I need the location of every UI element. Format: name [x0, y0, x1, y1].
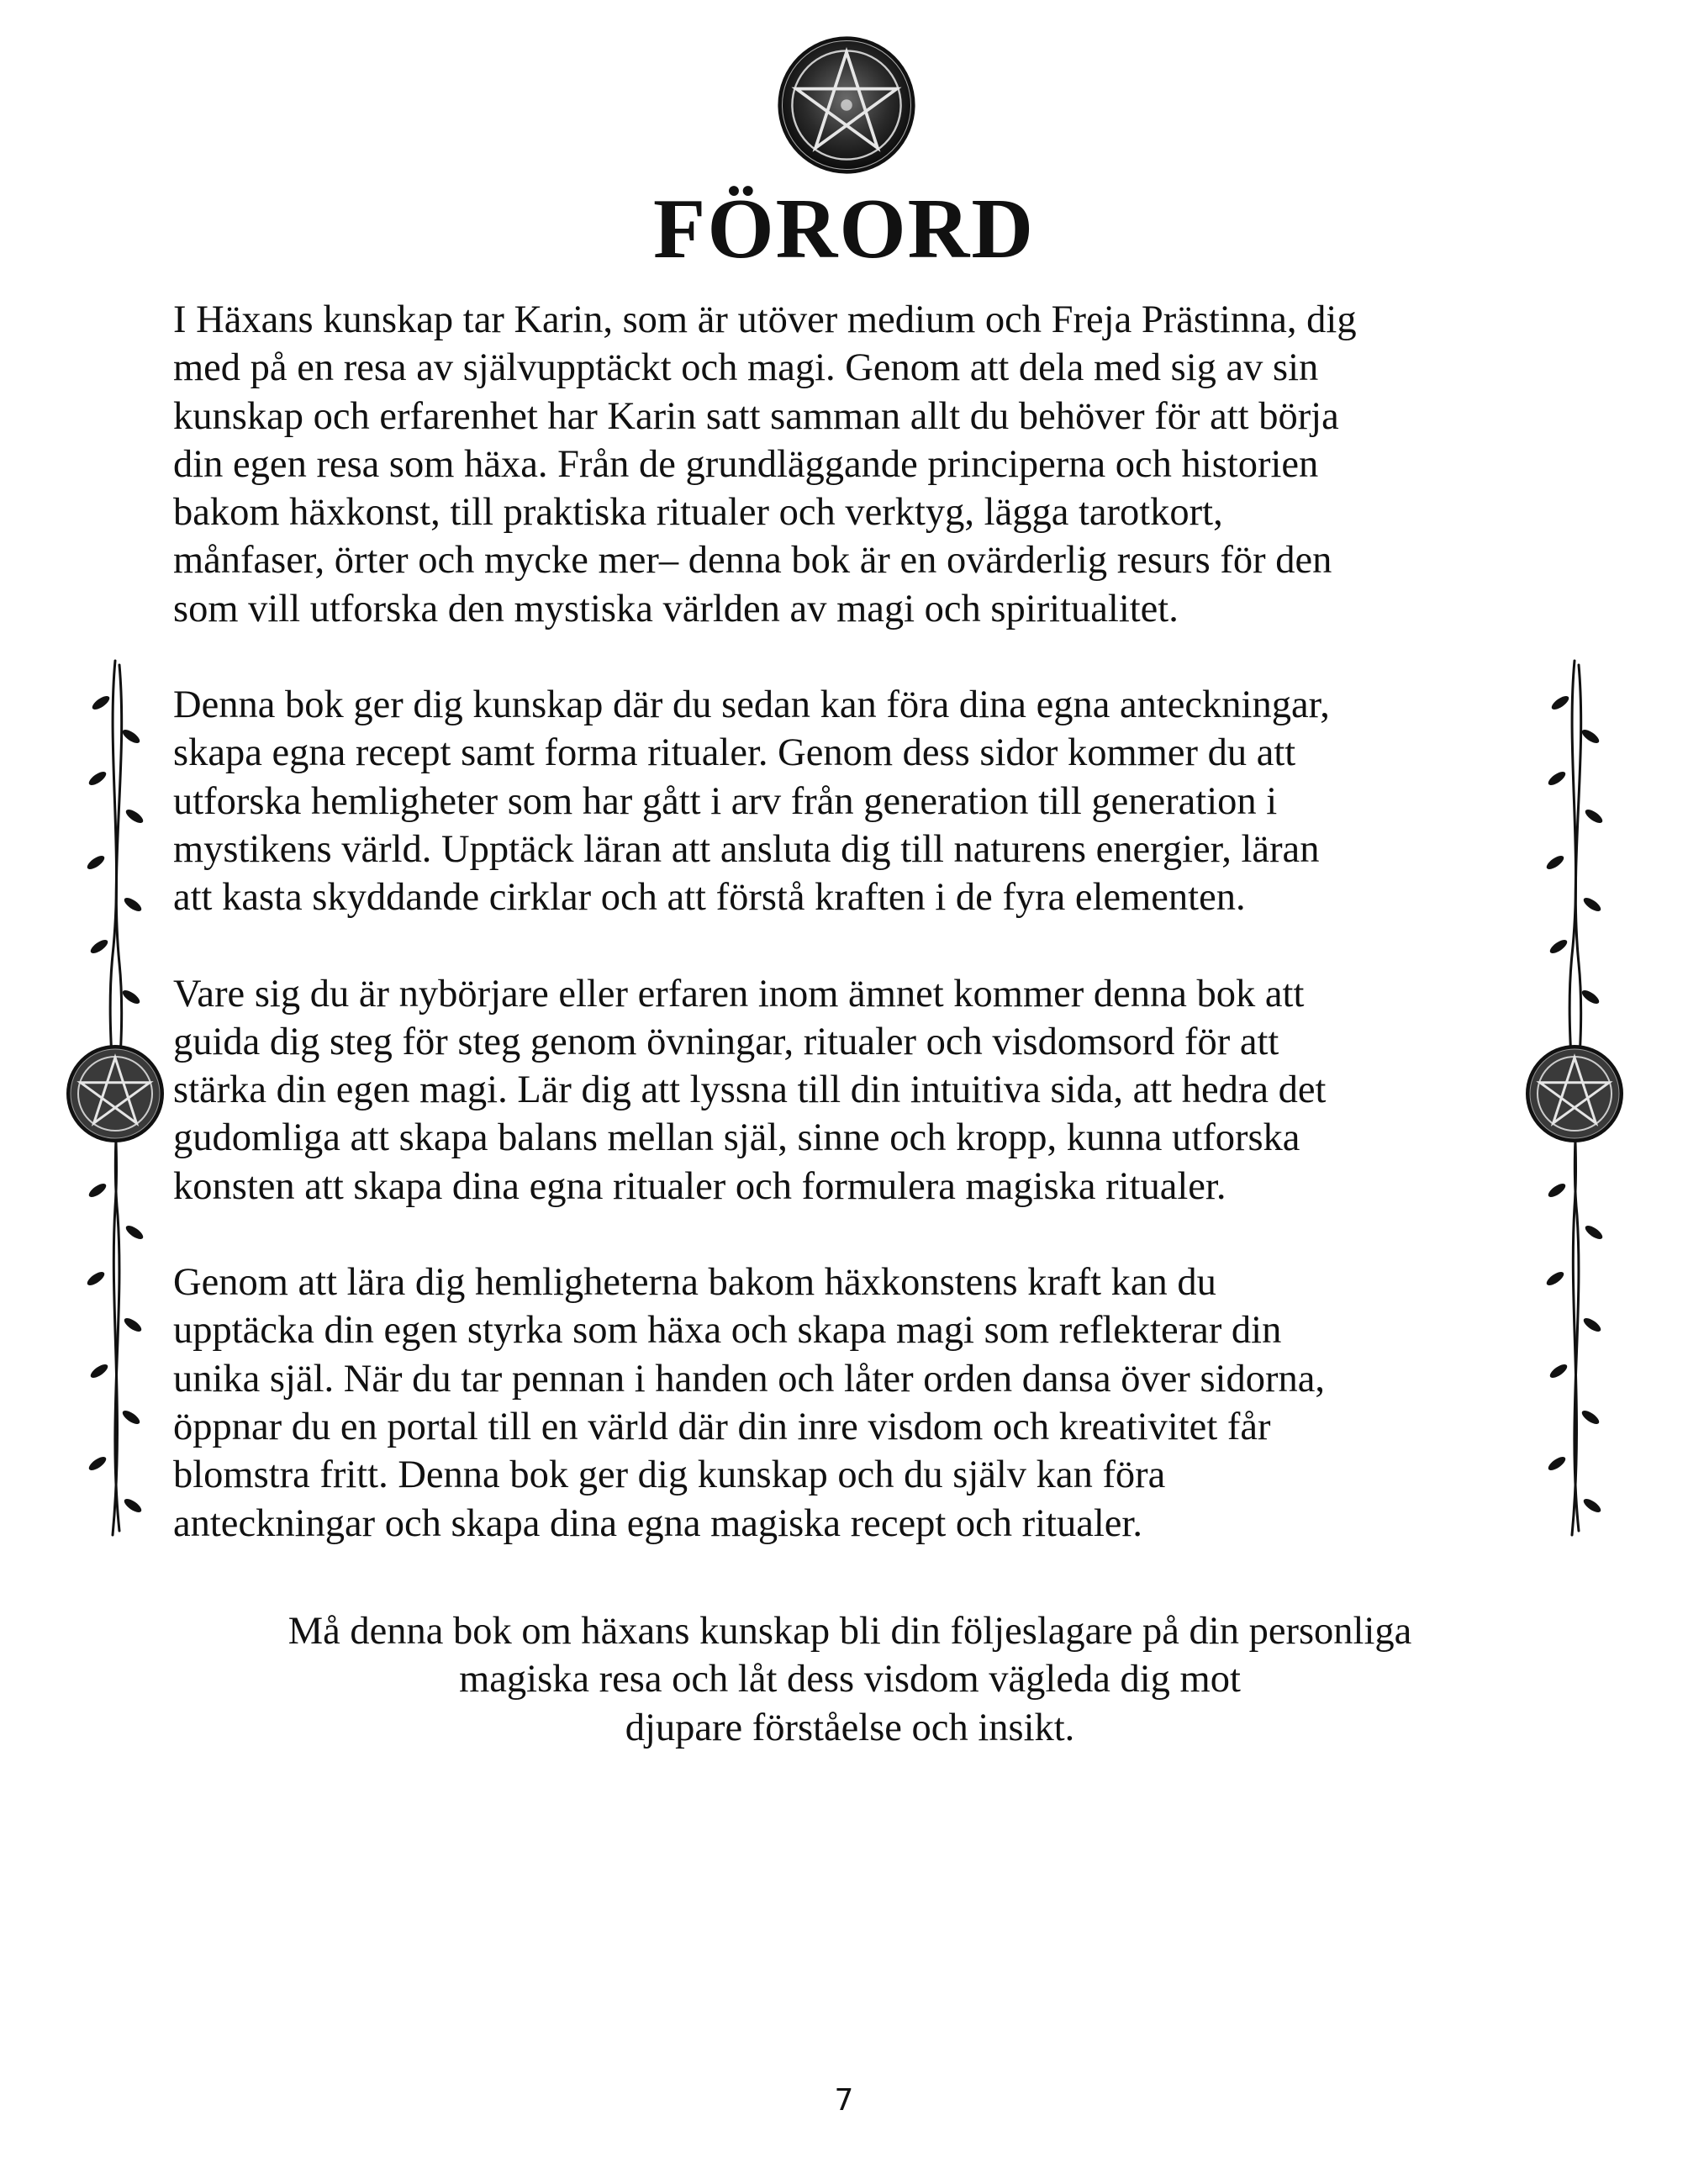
closing-text: Må denna bok om häxans kunskap bli din följeslagare på din personliga magiska resa och låt dess visdom vägleda dig mot djupare förståelse och insikt. [287, 1610, 1412, 1749]
page-number: 7 [834, 2083, 854, 2118]
preface-body [173, 296, 1527, 1596]
paragraph: I Häxans kunskap tar Karin, som är utöver medium och Freja Prästinna, dig med på en resa av självupptäckt och magi. Genom att dela med sig av sin kunskap och erfarenhet har Karin satt samman allt du behöver för att börja din egen resa som häxa. Från de grundläggande principerna och historien bakom häxkonst, till praktiska ritualer och verktyg, lägga tarotkort, månfaser, örter och mycke mer– denna bok är en ovärderlig resurs för den som vill utforska den mystiska världen av magi och spiritualitet. [173, 298, 1357, 630]
paragraph: Genom att lära dig hemligheterna bakom häxkonstens kraft kan du upptäcka din egen styrka som häxa och skapa magi som reflekterar din unika själ. När du tar pennan i handen och låter orden dansa över sidorna, öppnar du en portal till en värld där din inre visdom och kreativitet får blomstra fritt. Denna bok ger dig kunskap och du själv kan föra anteckningar och skapa dina egna magiska recept och ritualer. [173, 1261, 1325, 1545]
page-title: FÖRORD [653, 182, 1035, 277]
vine-icon [1520, 652, 1629, 1543]
paragraph: Denna bok ger dig kunskap där du sedan kan föra dina egna anteckningar, skapa egna recept samt forma ritualer. Genom dess sidor kommer du att utforska hemligheter som har gått i arv från generation till generation i mystikens värld. Upptäck läran att ansluta dig till naturens energier, läran att kasta skyddande cirklar och att förstå kraften i de fyra elementen. [173, 683, 1330, 920]
vine-icon [61, 652, 170, 1543]
paragraph: Vare sig du är nybörjare eller erfaren inom ämnet kommer denna bok att guida dig steg för steg genom övningar, ritualer och visdomsord för att stärka din egen magi. Lär dig att lyssna till din intuitiva sida, att hedra det gudomliga att skapa balans mellan själ, sinne och kropp, kunna utforska konsten att skapa dina egna ritualer och formulera magiska ritualer. [173, 972, 1327, 1208]
pentacle-icon [775, 34, 918, 177]
